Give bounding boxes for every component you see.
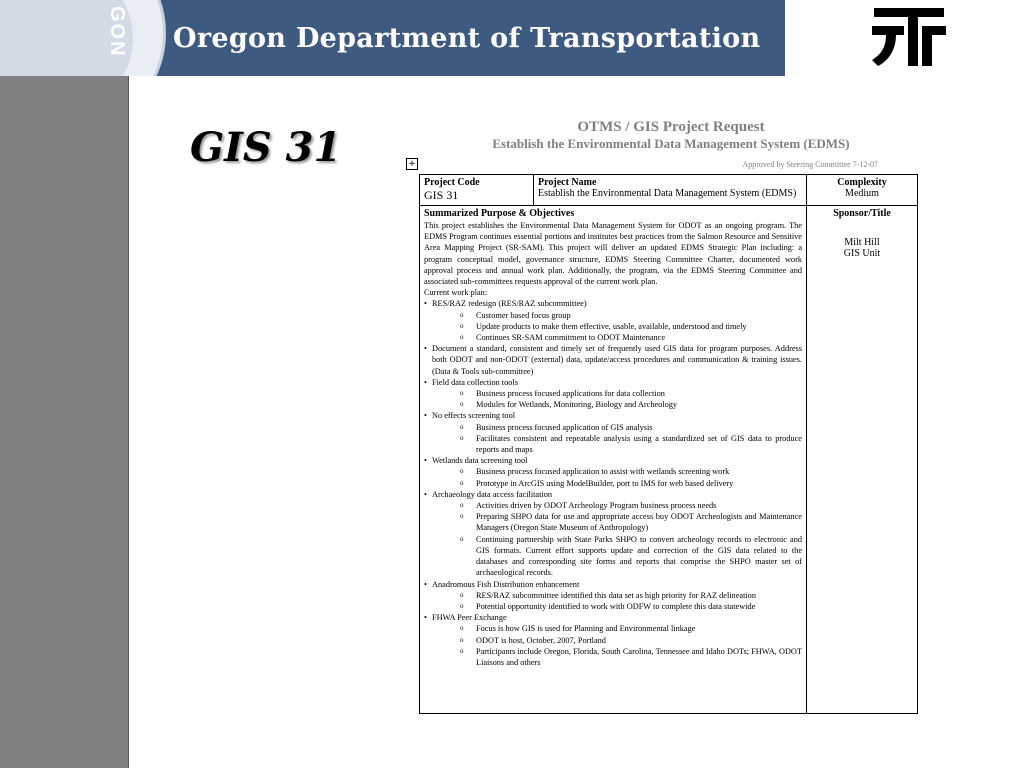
work-plan-list: [424, 298, 802, 668]
table-row: [420, 175, 918, 206]
sub-item: o Business process focused applications for data collection: [476, 388, 802, 399]
sub-item: o Potential opportunity identified to work with ODFW to complete this data statewide: [476, 601, 802, 612]
seal-lettering: GON: [106, 6, 128, 58]
document-title: OTMS / GIS Project Request: [577, 119, 765, 135]
odot-logo-icon: [868, 4, 948, 70]
left-sidebar: [0, 76, 129, 768]
project-form-table: [419, 174, 918, 714]
sub-item-list: [432, 466, 802, 488]
sponsor-title: GIS Unit: [843, 248, 881, 259]
work-plan-item-text: Wetlands data screening tool: [432, 456, 528, 466]
oregon-seal-icon: [0, 0, 166, 76]
sub-item: o Update products to make them effective, usable, available, understood and timely: [476, 321, 802, 332]
complexity-value: Medium: [845, 188, 879, 199]
sub-item-list: [432, 500, 802, 578]
sponsor-name: Milt Hill: [844, 237, 880, 248]
summary-intro: This project establishes the Environmental Data Management System for ODOT as an ongoing program. The EDMS Program continues essential portions and institutes best practices from the Salmon Resource and Sensitive Area Mapping Project (SR-SAM). This project will deliver an updated EDMS Strategic Plan including: a program conceptual model, governance structure, EDMS Steering Committee Charter, documented work approval process and annual work plan. Additionally, the program, via the EDMS Steering Committee and associated sub-committees requests approval of the current work plan.: [424, 221, 802, 287]
project-code-label: Project Code: [424, 177, 480, 188]
work-plan-item-text: Archaeology data access facilitation: [432, 489, 553, 499]
work-plan-item: [432, 489, 802, 579]
sponsor-cell: [807, 206, 918, 714]
sub-item-list: [432, 623, 802, 668]
complexity-label: Complexity: [837, 177, 887, 188]
work-plan-item: [432, 377, 802, 411]
sponsor-label: Sponsor/Title: [833, 208, 891, 219]
work-plan-item: [432, 343, 802, 377]
work-plan-item-text: Field data collection tools: [432, 377, 518, 387]
sub-item: o Facilitates consistent and repeatable analysis using a standardized set of GIS data to produce reports and maps: [476, 433, 802, 455]
summary-cell: [420, 206, 807, 714]
sub-item: o Continuing partnership with State Parks SHPO to convert archeology records to electronic and GIS formats. Current effort supports update and correction of the GIS data related to the databases and corresponding site forms and reports that comprise the SHPO master set of archaeological records.: [476, 534, 802, 579]
summary-label: Summarized Purpose & Objectives: [424, 208, 575, 219]
table-row: [420, 206, 918, 714]
work-plan-label: Current work plan:: [424, 288, 488, 298]
work-plan-item-text: No effects screening tool: [432, 411, 516, 421]
sub-item-list: [432, 590, 802, 612]
sub-item: o Activities driven by ODOT Archeology Program business process needs: [476, 500, 802, 511]
work-plan-item: [432, 410, 802, 455]
sub-item: o Business process focused application of GIS analysis: [476, 422, 802, 433]
work-plan-item: [432, 298, 802, 343]
table-move-handle-icon[interactable]: +: [406, 158, 418, 170]
complexity-cell: [807, 175, 918, 206]
approval-note: Approved by Steering Committee 7-12-07: [742, 160, 878, 169]
sub-item: o ODOT is host, October, 2007, Portland: [476, 635, 802, 646]
work-plan-item-text: RES/RAZ redesign (RES/RAZ subcommittee): [432, 299, 587, 309]
sub-item: o Participants include Oregon, Florida, South Carolina, Tennessee and Idaho DOTs; FHWA, ODOT Liaisons and others: [476, 646, 802, 668]
work-plan-item: [432, 612, 802, 668]
sub-item: o Business process focused application to assist with wetlands screening work: [476, 466, 802, 477]
sub-item: o Prototype in ArcGIS using ModelBuilder, port to IMS for web based delivery: [476, 478, 802, 489]
slide-title: GIS 31: [190, 124, 342, 171]
approved-row: [404, 156, 918, 170]
sub-item: o Focus is how GIS is used for Planning and Environmental linkage: [476, 623, 802, 634]
sub-item-list: [432, 388, 802, 410]
work-plan-item: [432, 455, 802, 489]
document-subtitle: Establish the Environmental Data Management System (EDMS): [492, 136, 850, 151]
agency-name: Oregon Department of Transportation: [173, 23, 761, 54]
project-request-document: [404, 118, 918, 667]
work-plan-item-text: Document a standard, consistent and timely set of frequently used GIS data for program purposes. Address both ODOT and non-ODOT (external) data, update/access procedures and communication & training issues. (Data & Tools sub-committee): [432, 344, 802, 376]
header-band: [0, 0, 785, 76]
sub-item-list: [432, 422, 802, 456]
sub-item: o Continues SR-SAM commitment to ODOT Maintenance: [476, 332, 802, 343]
work-plan-item: [432, 579, 802, 613]
work-plan-item-text: Anadromous Fish Distribution enhancement: [432, 579, 580, 589]
project-code-cell: [420, 175, 534, 206]
project-name-label: Project Name: [538, 177, 597, 188]
sub-item: o RES/RAZ subcommittee identified this data set as high priority for RAZ delineation: [476, 590, 802, 601]
sub-item: o Preparing SHPO data for use and appropriate access buy ODOT Archeologists and Maintenance Managers (Oregon State Museum of Anthropology): [476, 511, 802, 533]
sub-item: o Modules for Wetlands, Monitoring, Biology and Archeology: [476, 399, 802, 410]
work-plan-item-text: FHWA Peer Exchange: [432, 613, 507, 623]
project-name-value: Establish the Environmental Data Management System (EDMS): [538, 188, 797, 199]
project-name-cell: [534, 175, 807, 206]
sub-item: o Customer based focus group: [476, 310, 802, 321]
project-code-value: GIS 31: [424, 188, 459, 202]
sub-item-list: [432, 310, 802, 344]
